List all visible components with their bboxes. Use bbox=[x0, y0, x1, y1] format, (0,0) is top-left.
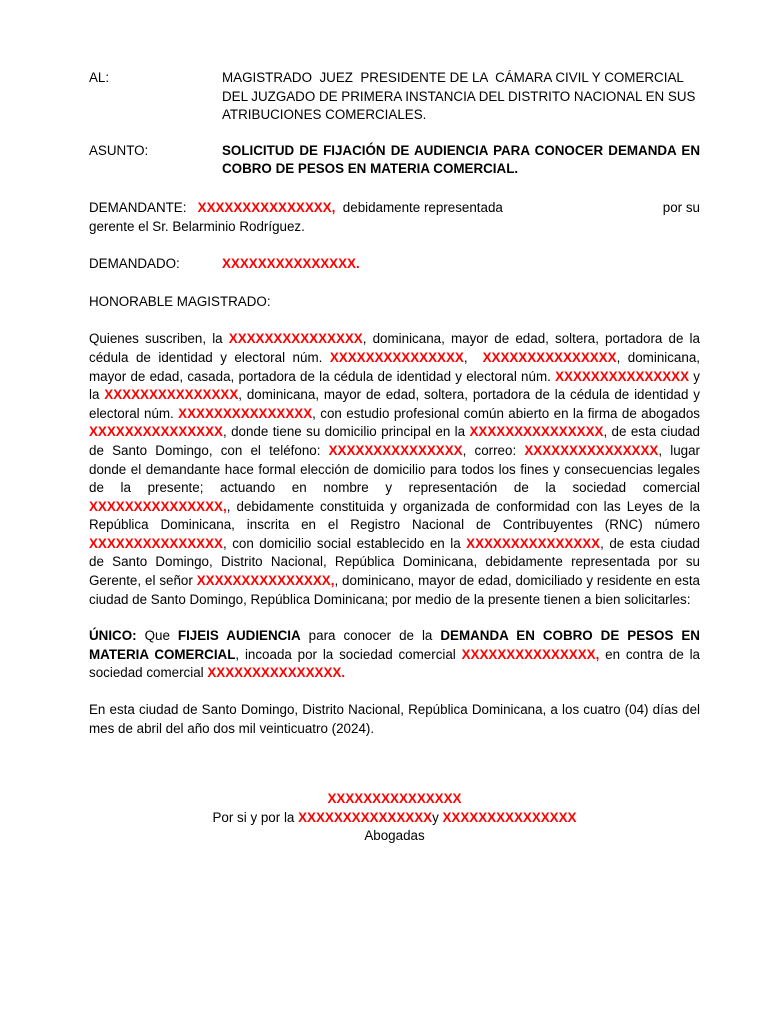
request-text: , incoada por la sociedad comercial bbox=[235, 646, 462, 662]
redacted-field: XXXXXXXXXXXXXXX bbox=[89, 535, 223, 551]
addressee-line-2: DEL JUZGADO DE PRIMERA INSTANCIA DEL DISTRITO NACIONAL EN SUS bbox=[222, 88, 696, 104]
request-text: Que bbox=[136, 628, 178, 644]
signature-text: Por si y por la bbox=[212, 809, 299, 825]
subject-label: ASUNTO: bbox=[89, 142, 149, 158]
body-text: , de esta ciudad de Santo Domingo, Distrito Nacional, República Dominicana, debidamente representada por su Gerente, el señor bbox=[89, 535, 700, 589]
subject-text: SOLICITUD DE FIJACIÓN DE AUDIENCIA PARA CONOCER DEMANDA EN COBRO DE PESOS EN MATERIA COMERCIAL. bbox=[222, 142, 700, 177]
redacted-field: XXXXXXXXXXXXXXX bbox=[104, 387, 239, 403]
body-text: , donde tiene su domicilio principal en la bbox=[222, 424, 470, 440]
plaintiff-representation: debidamente representada bbox=[342, 199, 503, 215]
addressee-label: AL: bbox=[89, 70, 110, 85]
redacted-field: XXXXXXXXXXXXXXX bbox=[178, 405, 313, 421]
request-paragraph bbox=[89, 627, 700, 683]
redacted-field: XXXXXXXXXXXXXXX bbox=[555, 368, 690, 384]
redacted-field: XXXXXXXXXXXXXXX bbox=[524, 442, 659, 458]
redacted-field: XXXXXXXXXXXXXXX bbox=[298, 809, 433, 825]
redacted-field: XXXXXXXXXXXXXXX bbox=[466, 535, 601, 551]
body-text: , con domicilio social establecido en la bbox=[222, 535, 467, 551]
body-text: , bbox=[463, 349, 483, 365]
addressee-line-1: MAGISTRADO JUEZ PRESIDENTE DE LA CÁMARA CIVIL Y COMERCIAL bbox=[222, 70, 684, 85]
body-text: , de esta ciudad de Santo Domingo, con el teléfono: bbox=[89, 424, 700, 458]
redacted-field: XXXXXXXXXXXXXXX bbox=[329, 349, 464, 365]
redacted-field: XXXXXXXXXXXXXXX bbox=[482, 349, 617, 365]
redacted-field: XXXXXXXXXXXXXXX, bbox=[461, 646, 600, 662]
plaintiff-por: por su bbox=[662, 199, 700, 215]
body-paragraph bbox=[89, 330, 700, 609]
signature-text: y bbox=[432, 809, 443, 825]
plaintiff-line-left bbox=[89, 199, 503, 218]
plaintiff-block bbox=[89, 199, 700, 236]
request-bold-text: FIJEIS AUDIENCIA bbox=[177, 628, 301, 644]
signature-block bbox=[89, 790, 700, 846]
plaintiff-name: XXXXXXXXXXXXXXX, bbox=[197, 199, 336, 215]
request-text: en contra de la sociedad comercial bbox=[89, 646, 701, 681]
body-text: y la bbox=[89, 368, 700, 403]
addressee-block bbox=[89, 69, 700, 125]
redacted-field: XXXXXXXXXXXXXXX. bbox=[207, 665, 346, 681]
plaintiff-label: DEMANDANTE: bbox=[89, 199, 187, 215]
body-text: , lugar donde el demandante hace formal elección de domicilio para todos los fines y consecuencias legales de la presente; actuando en nombre y representación de la sociedad comercial bbox=[89, 442, 701, 496]
plaintiff-line-2: gerente el Sr. Belarminio Rodríguez. bbox=[89, 218, 305, 234]
redacted-comma: , bbox=[330, 573, 335, 589]
body-text: , dominicana, mayor de edad, soltera, portadora de la cédula de identidad y electoral núm. bbox=[89, 331, 700, 365]
addressee-line-3: ATRIBUCIONES COMERCIALES. bbox=[222, 107, 427, 123]
signature-role: Abogadas bbox=[364, 828, 425, 844]
addressee-text bbox=[222, 69, 700, 125]
body-text: Quienes suscriben, la bbox=[89, 331, 229, 347]
body-text: , debidamente constituida y organizada de conformidad con las Leyes de la República Dominicana, inscrita en el Registro Nacional de Contribuyentes (RNC) número bbox=[89, 498, 700, 533]
request-label: ÚNICO: bbox=[89, 628, 137, 644]
defendant-block bbox=[89, 255, 700, 274]
request-text: para conocer de la bbox=[300, 628, 441, 644]
body-text: , dominicana, mayor de edad, soltera, portadora de la cédula de identidad y electoral núm. bbox=[89, 387, 700, 421]
signature-name: XXXXXXXXXXXXXXX bbox=[327, 791, 462, 807]
redacted-field: XXXXXXXXXXXXXXX bbox=[228, 331, 363, 347]
redacted-field: XXXXXXXXXXXXXXX bbox=[469, 424, 604, 440]
closing-paragraph: En esta ciudad de Santo Domingo, Distrito Nacional, República Dominicana, a los cuatro (04) días del mes de abril del año dos mil veinticuatro (2024). bbox=[89, 702, 700, 736]
body-text: , dominicana, mayor de edad, casada, portadora de la cédula de identidad y electoral núm. bbox=[89, 349, 700, 384]
redacted-field: XXXXXXXXXXXXXXX bbox=[196, 573, 331, 589]
body-text: , con estudio profesional común abierto en la firma de abogados bbox=[312, 405, 700, 421]
body-text: , dominicano, mayor de edad, domiciliado y residente en esta ciudad de Santo Domingo, República Dominicana; por medio de la presente tienen a bien solicitarles: bbox=[89, 573, 700, 607]
document-page bbox=[89, 69, 700, 846]
redacted-field: XXXXXXXXXXXXXXX bbox=[89, 424, 223, 440]
request-bold-text: DEMANDA EN COBRO DE PESOS EN MATERIA COMERCIAL bbox=[89, 628, 700, 662]
redacted-field: XXXXXXXXXXXXXXX bbox=[328, 442, 463, 458]
redacted-field: XXXXXXXXXXXXXXX bbox=[89, 498, 223, 514]
redacted-comma: , bbox=[222, 498, 227, 514]
defendant-name: XXXXXXXXXXXXXXX. bbox=[222, 256, 360, 272]
redacted-field: XXXXXXXXXXXXXXX bbox=[442, 809, 577, 825]
salutation: HONORABLE MAGISTRADO: bbox=[89, 293, 271, 309]
subject-block bbox=[89, 142, 700, 179]
plaintiff-line-1 bbox=[89, 199, 700, 218]
signature-line bbox=[89, 809, 700, 828]
defendant-label: DEMANDADO: bbox=[89, 256, 180, 272]
body-text: , correo: bbox=[462, 442, 525, 458]
